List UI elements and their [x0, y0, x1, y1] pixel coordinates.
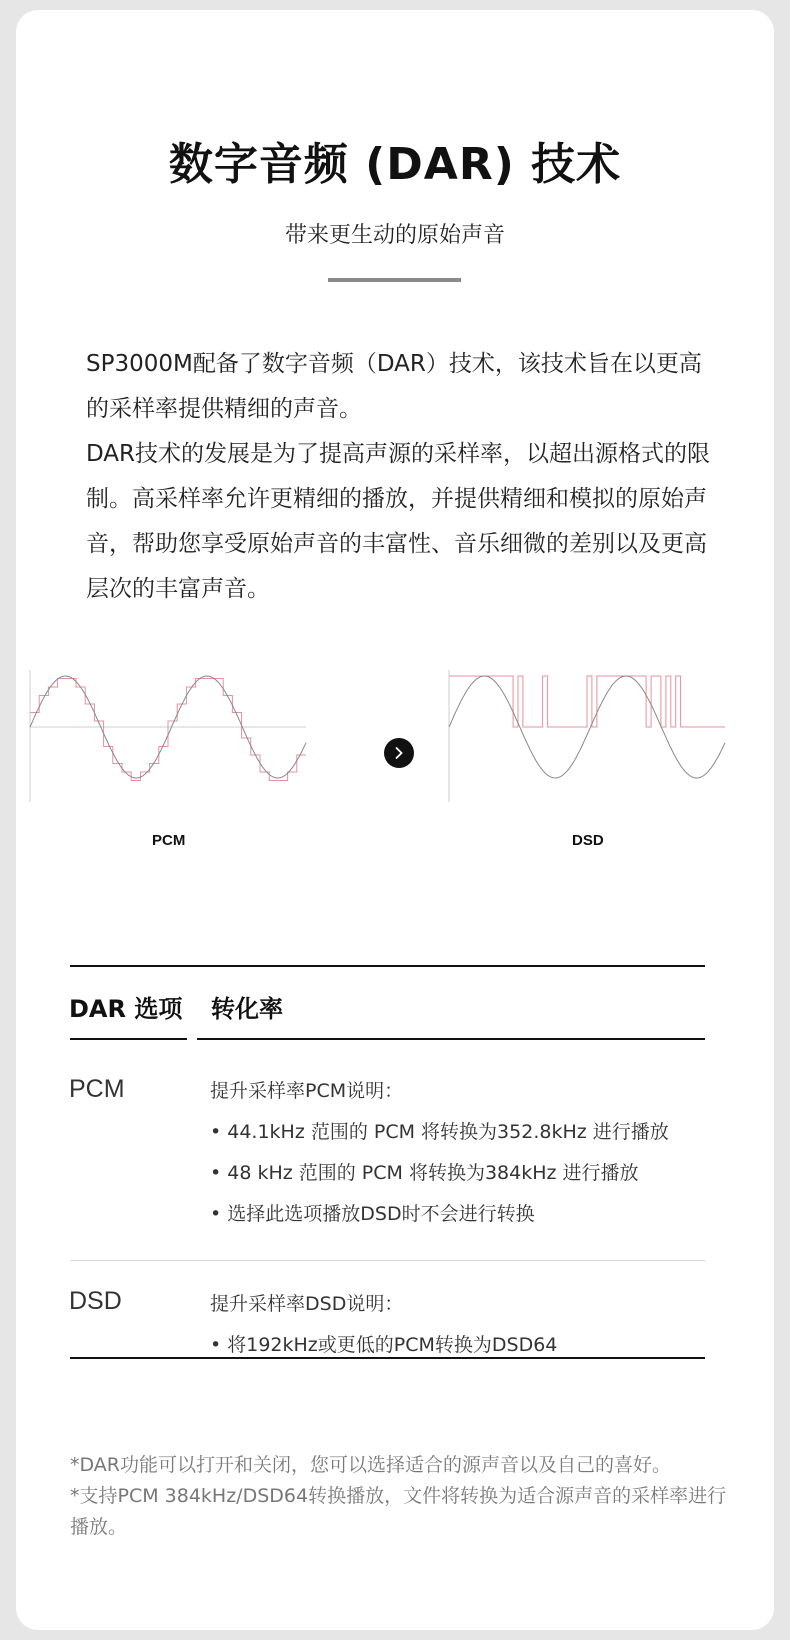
table-header-rate: 转化率: [211, 995, 283, 1023]
pcm-dsd-diagram: [16, 670, 774, 860]
pcm-waveform: [30, 670, 306, 802]
page-title: 数字音频 (DAR) 技术: [168, 139, 622, 190]
footnote-2: *支持PCM 384kHz/DSD64转换播放，文件将转换为适合源声音的采样率进行播放。: [70, 1485, 727, 1538]
row-pcm-name: PCM: [69, 1075, 125, 1103]
row-pcm-description: [210, 1071, 690, 1235]
header-rule-right: [197, 1038, 705, 1040]
table-top-rule: [70, 965, 705, 967]
table-row-line: • 48 kHz 范围的 PCM 将转换为384kHz 进行播放: [210, 1162, 639, 1184]
table-header-option: DAR 选项: [69, 995, 183, 1023]
table-row-line: • 选择此选项播放DSD时不会进行转换: [210, 1203, 535, 1225]
dsd-waveform: [449, 670, 725, 802]
table-row-line: 提升采样率PCM说明：: [210, 1080, 404, 1102]
content-card: [16, 10, 774, 1630]
row-dsd-description: [210, 1284, 690, 1366]
row-dsd-name: DSD: [69, 1287, 122, 1315]
title-divider: [328, 278, 461, 282]
description-paragraph-2: DAR技术的发展是为了提高声源的采样率，以超出源格式的限制。高采样率允许更精细的播放，并提供精细和模拟的原始声音，帮助您享受原始声音的丰富性、音乐细微的差别以及更高层次的丰富声音。: [86, 441, 711, 602]
table-row-line: • 44.1kHz 范围的 PCM 将转换为352.8kHz 进行播放: [210, 1121, 669, 1143]
description-paragraph-1: SP3000M配备了数字音频（DAR）技术，该技术旨在以更高的采样率提供精细的声音。: [86, 351, 702, 422]
row-separator: [70, 1260, 705, 1261]
dsd-label: DSD: [572, 832, 604, 849]
header-rule-left: [70, 1038, 187, 1040]
footnotes: [70, 1450, 730, 1543]
pcm-label: PCM: [152, 832, 186, 849]
page-subtitle: 带来更生动的原始声音: [284, 223, 505, 248]
description: [86, 342, 718, 612]
table-row-line: 提升采样率DSD说明：: [210, 1293, 404, 1315]
footnote-1: *DAR功能可以打开和关闭，您可以选择适合的源声音以及自己的喜好。: [70, 1454, 671, 1476]
chevron-right-icon: [384, 738, 414, 768]
pcm-stepped-samples: [30, 679, 306, 781]
table-bottom-rule: [70, 1357, 705, 1359]
table-row-line: • 将192kHz或更低的PCM转换为DSD64: [210, 1334, 558, 1356]
dsd-pulse-train: [449, 676, 725, 727]
